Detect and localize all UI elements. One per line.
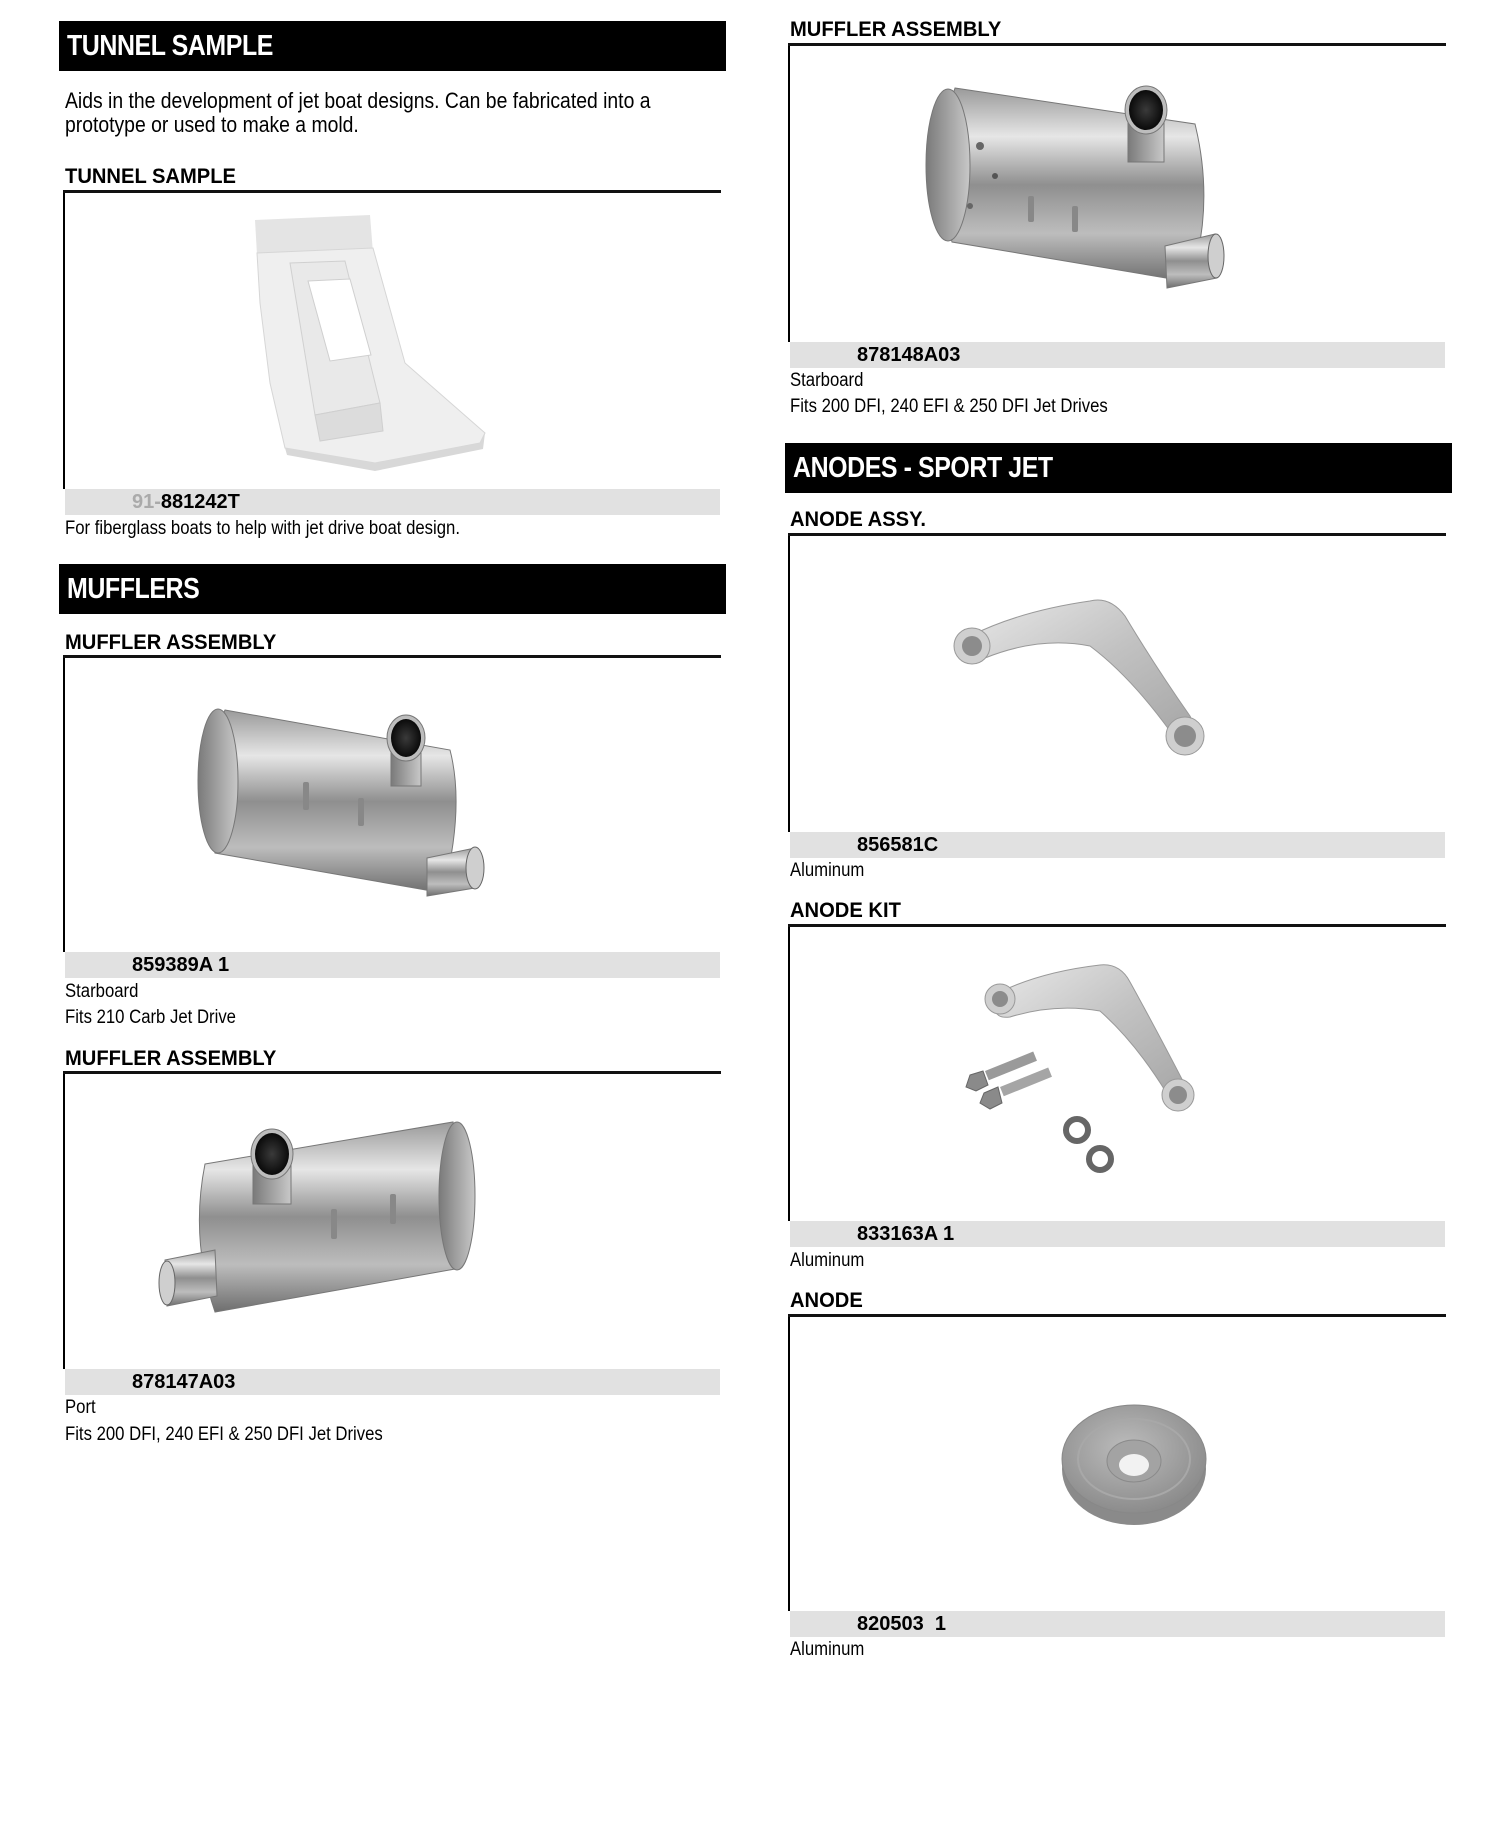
product-heading-text: MUFFLER ASSEMBLY [65,1047,277,1070]
part-number-row [790,1221,1445,1247]
product-image-box [788,927,1446,1221]
section-title-text: ANODES - SPORT JET [793,452,1053,484]
description-line: Starboard [65,981,139,1002]
part-prefix: 91- [132,491,161,513]
part-number[interactable]: 878148A03 [857,344,961,366]
product-heading-anode [790,1290,866,1312]
intro-line-1: Aids in the development of jet boat designs. Can be fabricated into a [65,88,651,113]
product-description [790,1639,874,1661]
section-title-text: TUNNEL SAMPLE [67,30,273,62]
part-number-row [65,489,720,515]
description-line: Fits 200 DFI, 240 EFI & 250 DFI Jet Drives [790,396,1108,417]
part-number[interactable]: 833163A 1 [857,1223,955,1245]
product-image-box [63,1074,721,1369]
product-heading-anode-assy [790,509,932,531]
product-heading-muffler-assembly [790,19,1010,41]
product-heading-muffler-assembly [65,632,285,654]
description-line: Aluminum [790,1639,865,1660]
product-description [65,1424,426,1446]
part-number[interactable]: 878147A03 [132,1371,236,1393]
description-line: For fiberglass boats to help with jet drive boat design. [65,518,460,539]
product-description [790,370,873,392]
description-line: Starboard [790,370,864,391]
product-image-box [63,658,721,952]
product-heading-text: MUFFLER ASSEMBLY [65,631,277,654]
product-heading-anode-kit [790,900,906,922]
part-number-row [790,832,1445,858]
bolt-icon [966,1052,1052,1109]
product-heading-text: ANODE KIT [790,899,901,922]
section-title-mufflers [59,564,726,614]
product-image-box [788,46,1446,342]
product-heading-text: TUNNEL SAMPLE [65,165,236,188]
muffler-image [65,1074,721,1369]
section-title-anodes-sport-jet [785,443,1452,493]
product-description [65,518,514,540]
product-image-box [788,1317,1446,1611]
product-description [790,1250,874,1272]
part-number[interactable] [132,489,240,515]
product-description [790,396,1151,418]
product-description [790,860,874,882]
part-number-row [65,952,720,978]
product-image-box [788,536,1446,832]
description-line: Fits 210 Carb Jet Drive [65,1007,236,1028]
part-number-row [790,342,1445,368]
intro-line-2: prototype or used to make a mold. [65,112,359,137]
anode-bar-image [790,536,1446,832]
product-heading-tunnel-sample [65,166,243,188]
product-description [65,1007,259,1029]
product-description [65,981,148,1003]
product-heading-text: ANODE [790,1289,863,1312]
part-number-row [790,1611,1445,1637]
description-line: Aluminum [790,860,865,881]
product-description [65,1397,100,1419]
section-title-tunnel-sample [59,21,726,71]
description-line: Port [65,1397,96,1418]
part-number-row [65,1369,720,1395]
part-number[interactable]: 859389A 1 [132,954,230,976]
part-number[interactable]: 820503 1 [857,1613,946,1635]
part-number[interactable]: 856581C [857,834,939,856]
description-line: Aluminum [790,1250,865,1271]
muffler-image [790,46,1446,342]
anode-kit-image [790,927,1446,1221]
tunnel-intro-text [65,89,725,137]
product-heading-muffler-assembly [65,1048,285,1070]
section-title-text: MUFFLERS [67,573,200,605]
description-line: Fits 200 DFI, 240 EFI & 250 DFI Jet Drives [65,1424,383,1445]
anode-disc-image [790,1317,1446,1611]
part-number-value: 881242T [160,491,240,513]
tunnel-sample-image [65,193,721,489]
product-heading-text: MUFFLER ASSEMBLY [790,18,1002,41]
product-image-box [63,193,721,489]
muffler-image [65,658,721,952]
product-heading-text: ANODE ASSY. [790,508,926,531]
